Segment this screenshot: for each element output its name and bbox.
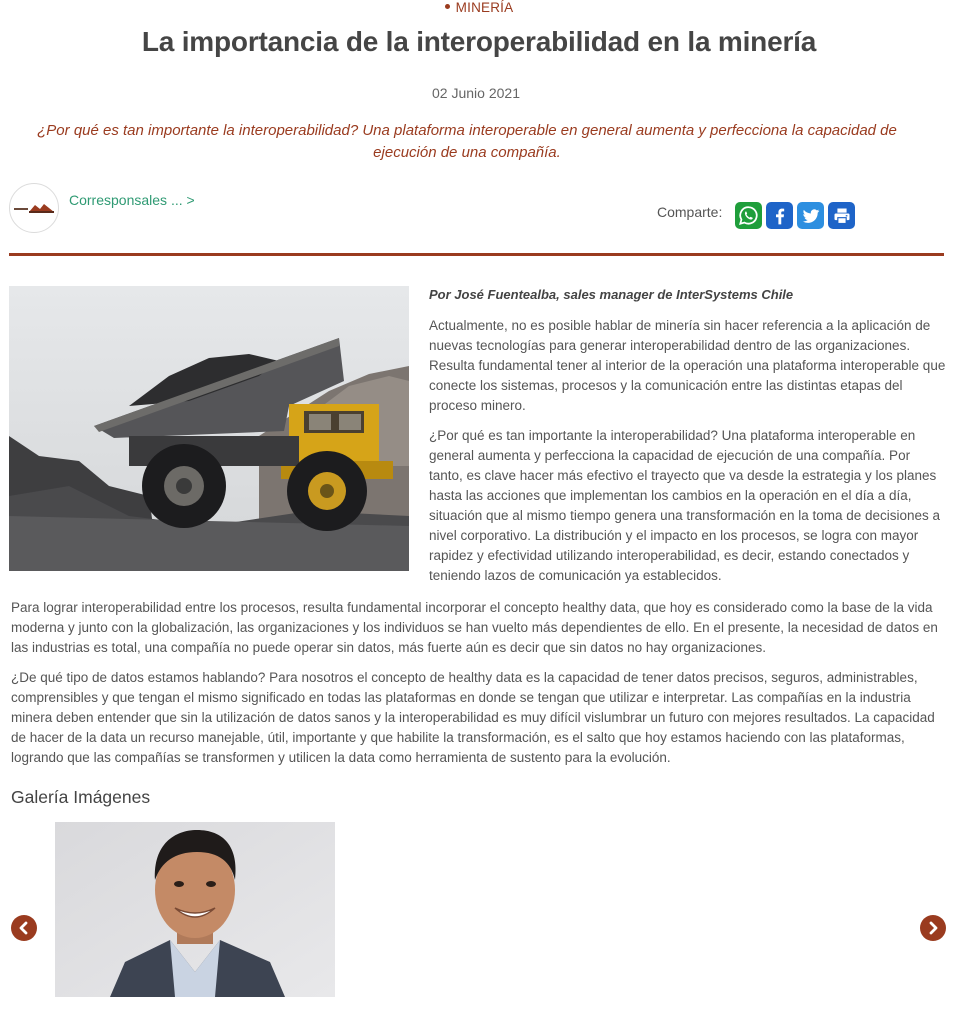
facebook-share-button[interactable]: [766, 202, 793, 229]
article-date: 02 Junio 2021: [432, 85, 520, 101]
chevron-left-icon: [17, 921, 31, 935]
gallery-next-button[interactable]: [920, 915, 946, 941]
category-text[interactable]: MINERÍA: [455, 0, 514, 15]
twitter-share-button[interactable]: [797, 202, 824, 229]
print-icon: [832, 206, 852, 226]
article-byline: Por José Fuentealba, sales manager de InterSystems Chile: [429, 287, 794, 302]
facebook-icon: [770, 206, 790, 226]
whatsapp-share-button[interactable]: [735, 202, 762, 229]
article-title: La importancia de la interoperabilidad en la minería: [141, 26, 817, 57]
portrait-image: [55, 822, 335, 997]
author-link[interactable]: Corresponsales ... >: [69, 192, 195, 208]
paragraph-2: ¿Por qué es tan importante la interoperabilidad? Una plataforma interoperable en general aumenta y perfecciona la capacidad de ejecución de una compañía. Por tanto, es clave hacer más efectivo el trayecto que va desde la estrategia y los planes hasta las acciones que implementan los cambios en la operación en el día a día, situación que al mismo tiempo genera una transformación en la toma de decisiones a nivel corporativo. La distribución y el impacto en los procesos, se logra con mayor rapidez y efectividad utilizando interoperabilidad, es decir, estando conectados y teniendo lazos de comunicación ya establecidos.: [429, 428, 941, 583]
paragraph-4: ¿De qué tipo de datos estamos hablando? Para nosotros el concepto de healthy data es la capacidad de tener datos precisos, seguros, administrables, comprensibles y que tengan el mismo significado en todas las plataformas en donde se tengan que utilizar e interpretar. Las compañías en la industria minera deben entender que sin la utilización de datos sanos y la interoperabilidad es muy difícil vislumbrar un futuro con mejores resultados. La capacidad de hacer de la data un recurso manejable, útil, importante y que habilite la transformación, es el salto que hoy estamos haciendo con las plataformas, logrando que las compañías se transformen y utilicen la data como herramienta de sustento para la evolución.: [11, 670, 935, 765]
article-main-image[interactable]: [9, 286, 409, 571]
chevron-right-icon: [926, 921, 940, 935]
gallery-title: Galería Imágenes: [11, 787, 151, 807]
gallery-prev-button[interactable]: [11, 915, 37, 941]
bullet-icon: [445, 4, 450, 9]
paragraph-3: Para lograr interoperabilidad entre los procesos, resulta fundamental incorporar el concepto healthy data, que hoy es considerado como la base de la vida moderna y junto con la globalización, las organizaciones y los individuos se han vuelto más dependientes de ello. En el presente, la necesidad de datos en las industrias es total, una compañía no puede operar sin datos, más fuerte aún es decir que sin datos no hay organizaciones.: [11, 600, 938, 655]
author-logo-icon: [10, 184, 58, 232]
header-divider: [9, 253, 944, 256]
print-button[interactable]: [828, 202, 855, 229]
author-avatar[interactable]: [9, 183, 59, 233]
paragraph-1: Actualmente, no es posible hablar de minería sin hacer referencia a la aplicación de nuevas tecnologías para generar interoperabilidad dentro de las organizaciones. Resulta fundamental tener al interior de la operación una plataforma interoperable que conecte los sistemas, procesos y la comunicación entre las distintas etapas del proceso minero.: [429, 318, 946, 413]
article-lead: ¿Por qué es tan importante la interoperabilidad? Una plataforma interoperable en general aumenta y perfecciona la capacidad de ejecución de una compañía.: [37, 122, 897, 161]
mining-truck-image: [9, 286, 409, 571]
whatsapp-icon: [738, 205, 759, 226]
share-label: Comparte:: [657, 204, 723, 220]
gallery-image[interactable]: [55, 822, 335, 997]
category-label[interactable]: [0, 0, 958, 15]
twitter-icon: [801, 206, 821, 226]
